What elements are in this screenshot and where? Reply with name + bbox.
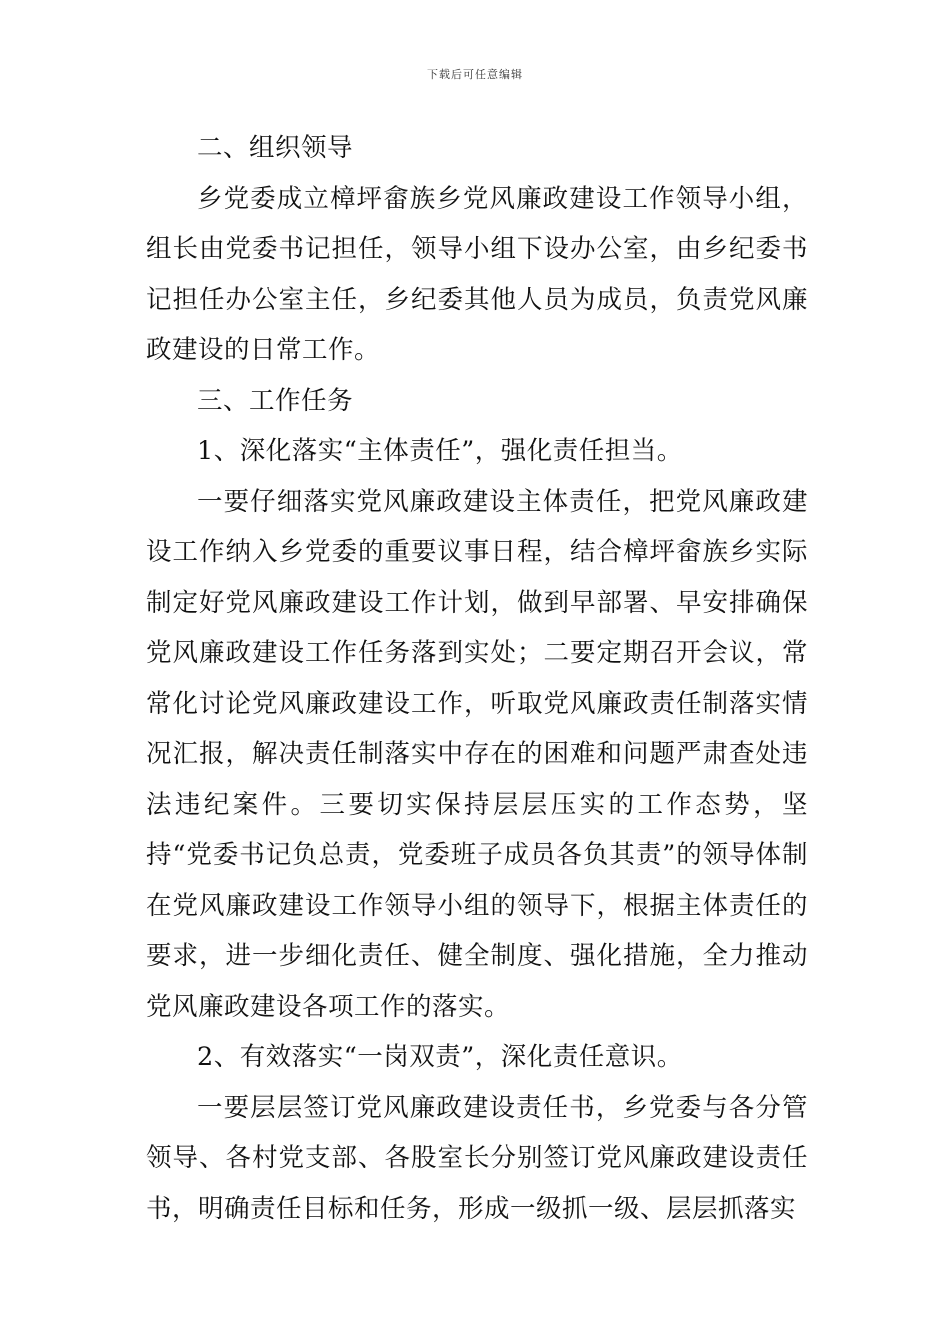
document-body — [146, 123, 808, 1234]
paragraph-dual-duty: 一要层层签订党风廉政建设责任书，乡党委与各分管领导、各村党支部、各股室长分别签订党风廉政建设责任书，明确责任目标和任务，形成一级抓一级、层层抓落实 — [146, 1092, 808, 1224]
paragraph-main-responsibility: 一要仔细落实党风廉政建设主体责任，把党风廉政建设工作纳入乡党委的重要议事日程，结合樟坪畲族乡实际制定好党风廉政建设工作计划，做到早部署、早安排确保党风廉政建设工作任务落到实处；二要定期召开会议，常常化讨论党风廉政建设工作，听取党风廉政责任制落实情况汇报，解决责任制落实中存在的困难和问题严肃查处违法违纪案件。三要切实保持层层压实的工作态势，坚持“党委书记负总责，党委班子成员各负其责”的领导体制在党风廉政建设工作领导小组的领导下，根据主体责任的要求，进一步细化责任、健全制度、强化措施，全力推动党风廉政建设各项工作的落实。 — [146, 486, 808, 1022]
subheading-dual-duty: 2、有效落实“一岗双责”，深化责任意识。 — [197, 1042, 683, 1072]
subheading-main-responsibility: 1、深化落实“主体责任”，强化责任担当。 — [197, 436, 683, 466]
paragraph-organization: 乡党委成立樟坪畲族乡党风廉政建设工作领导小组，组长由党委书记担任，领导小组下设办公室，由乡纪委书记担任办公室主任，乡纪委其他人员为成员，负责党风廉政建设的日常工作。 — [146, 183, 808, 365]
section-heading-organization: 二、组织领导 — [197, 133, 354, 163]
page-header-note: 下载后可任意编辑 — [427, 68, 523, 81]
section-heading-tasks: 三、工作任务 — [197, 385, 354, 416]
